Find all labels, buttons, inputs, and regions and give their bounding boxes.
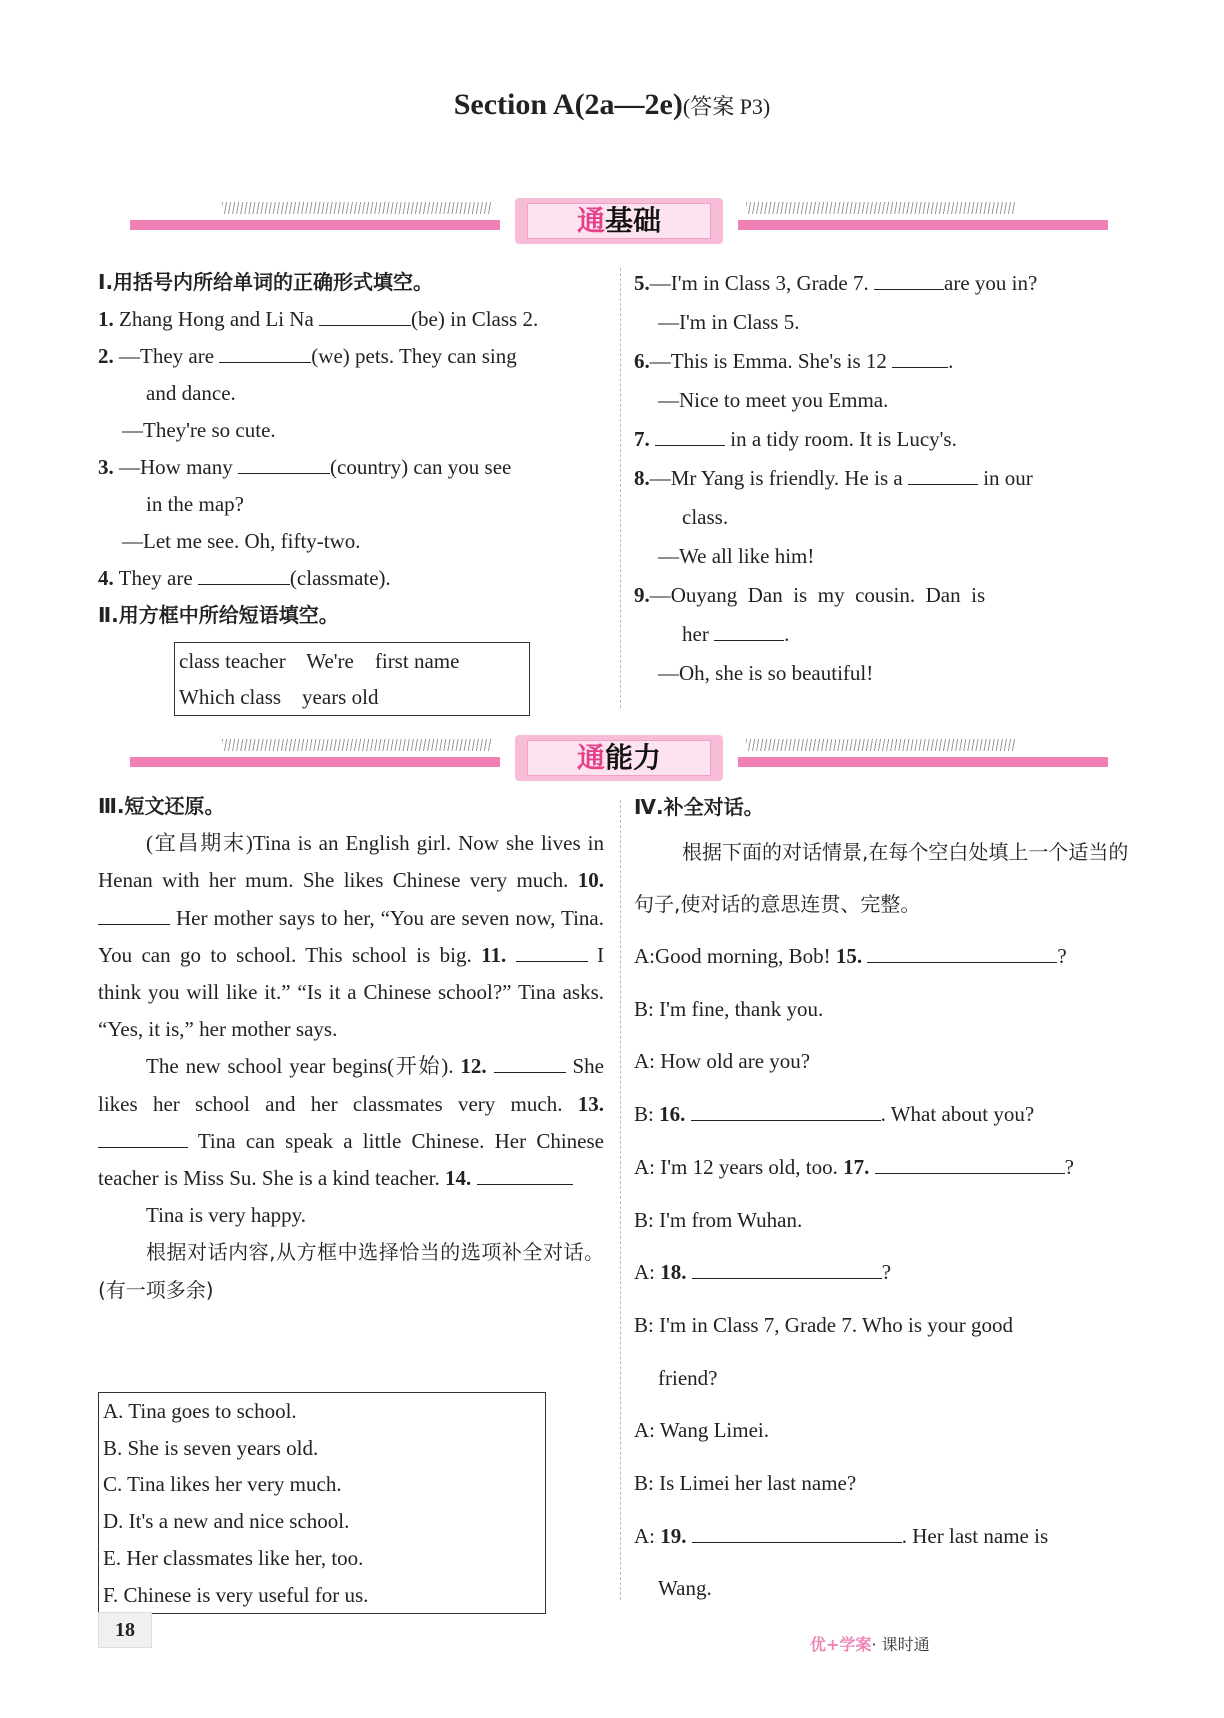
dialogue-line: A: 18. ?: [634, 1246, 1144, 1299]
question-9: 9.—Ouyang Dan is my cousin. Dan is: [634, 583, 986, 607]
option-item: A. Tina goes to school.: [103, 1399, 297, 1423]
section-2-questions: 5.—I'm in Class 3, Grade 7. are you in? —I'm in Class 5. 6.—This is Emma. She's is 12 . —Nice to meet you Emma. 7. in a tidy room. It is Lucy's. 8.—Mr Yang is friendly. He is a in our class. —We all like him! 9.—Ouyang Dan is my cousin. Dan is her . —Oh, she is so beautiful!: [634, 264, 1144, 693]
title-main: Section A(2a—2e): [453, 88, 683, 121]
dialogue-line: B: Is Limei her last name?: [634, 1471, 857, 1496]
section-3-heading: Ⅲ.短文还原。: [98, 794, 225, 818]
dialogue-line: A: I'm 12 years old, too. 17. ?: [634, 1141, 1144, 1194]
question-4: 4. They are (classmate).: [98, 560, 604, 597]
section-4-instruction: 根据下面的对话情景,在每个空白处填上一个适当的句子,使对话的意思连贯、完整。: [634, 840, 1129, 916]
banner-badge: 通能力: [515, 735, 723, 781]
passage-paragraph-1: (宜昌期末)Tina is an English girl. Now she lives in Henan with her mum. She likes Chinese very much. 10. Her mother says to her, “You are seven now, Tina. You can go to school. This school is big. 11. I think you will like it.” “Is it a Chinese school?” Tina asks. “Yes, it is,” her mother says.: [98, 831, 605, 1042]
footer-brand: 优+学案· 课时通: [810, 1635, 930, 1654]
phrase-box: class teacher We're first name Which class years old: [174, 642, 530, 716]
column-divider: [620, 268, 621, 708]
section-4-heading: Ⅳ.补全对话。: [634, 795, 764, 819]
banner-badge: 通基础: [515, 198, 723, 244]
dialogue-line: B: I'm fine, thank you.: [634, 996, 824, 1021]
question-2: 2. —They are (we) pets. They can sing: [98, 338, 604, 375]
dialogue-line: A: Wang Limei.: [634, 1418, 769, 1443]
option-item: B. She is seven years old.: [103, 1435, 319, 1460]
question-7: 7. in a tidy room. It is Lucy's.: [634, 420, 1144, 459]
page-number: 18: [98, 1612, 152, 1648]
option-item: E. Her classmates like her, too.: [103, 1545, 364, 1570]
dialogue-line: A:Good morning, Bob! 15. ?: [634, 930, 1144, 983]
question-1: 1. Zhang Hong and Li Na (be) in Class 2.: [98, 301, 604, 338]
option-item: C. Tina likes her very much.: [103, 1472, 342, 1497]
section-3: Ⅲ.短文还原。 (宜昌期末)Tina is an English girl. Now she lives in Henan with her mum. She likes Chinese very much. 10. Her mother says to her, “You are seven now, Tina. You can go to school. This school is big. 11. I think you will like it.” “Is it a Chinese school?” Tina asks. “Yes, it is,” her mother says. The new school year begins(开始). 12. She likes her school and her classmates very much. 13. Tina can speak a little Chinese. Her Chinese teacher is Miss Su. She is a kind teacher. 14. Tina is very happy. 根据对话内容,从方框中选择恰当的选项补全对话。(有一项多余): [98, 788, 604, 1309]
dialogue-line: B: I'm in Class 7, Grade 7. Who is your good: [634, 1312, 1014, 1337]
section-1: Ⅰ.用括号内所给单词的正确形式填空。 1. Zhang Hong and Li Na (be) in Class 2. 2. —They are (we) pets. They can sing and dance. —They're so cute. 3. —How many (country) can you see in the map? —Let me see. Oh, fifty-two. 4. They are (classmate). Ⅱ.用方框中所给短语填空。: [98, 264, 604, 634]
section-1-heading: Ⅰ.用括号内所给单词的正确形式填空。: [98, 270, 434, 294]
option-item: F. Chinese is very useful for us.: [103, 1582, 369, 1607]
options-box: [98, 1392, 546, 1614]
dialogue-line: A: 19. . Her last name is: [634, 1510, 1144, 1563]
option-item: D. It's a new and nice school.: [103, 1509, 350, 1534]
dialogue-line: B: I'm from Wuhan.: [634, 1207, 803, 1232]
section-4: Ⅳ.补全对话。 根据下面的对话情景,在每个空白处填上一个适当的句子,使对话的意思连贯、完整。 A:Good morning, Bob! 15. ? B: I'm fine, thank you. A: How old are you? B: 16. . What about you? A: I'm 12 years old, too. 17. ? B: I'm from Wuhan. A: 18. ? B: I'm in Class 7, Grade 7. Who is your good friend? A: Wang Limei. B: Is Limei her last name? A: 19. . Her last name is Wang.: [634, 788, 1144, 1615]
page-title: [0, 88, 1224, 122]
column-divider: [620, 800, 621, 1600]
question-5: 5.—I'm in Class 3, Grade 7. are you in?: [634, 264, 1144, 303]
dialogue-line: B: 16. . What about you?: [634, 1088, 1144, 1141]
section-2-heading: Ⅱ.用方框中所给短语填空。: [98, 603, 339, 627]
question-8: 8.—Mr Yang is friendly. He is a in our: [634, 459, 1144, 498]
passage-paragraph-2: The new school year begins(开始). 12. She likes her school and her classmates very much. 13. Tina can speak a little Chinese. Her Chinese teacher is Miss Su. She is a kind teacher. 14.: [98, 1048, 604, 1197]
section-banner-basics: [130, 198, 1108, 248]
dialogue-line: A: How old are you?: [634, 1049, 811, 1074]
question-6: 6.—This is Emma. She's is 12 .: [634, 342, 1144, 381]
question-3: 3. —How many (country) can you see: [98, 449, 604, 486]
section-3-instruction: 根据对话内容,从方框中选择恰当的选项补全对话。(有一项多余): [98, 1240, 604, 1302]
title-answer-ref: (答案 P3): [682, 94, 771, 119]
section-banner-ability: [130, 735, 1108, 785]
